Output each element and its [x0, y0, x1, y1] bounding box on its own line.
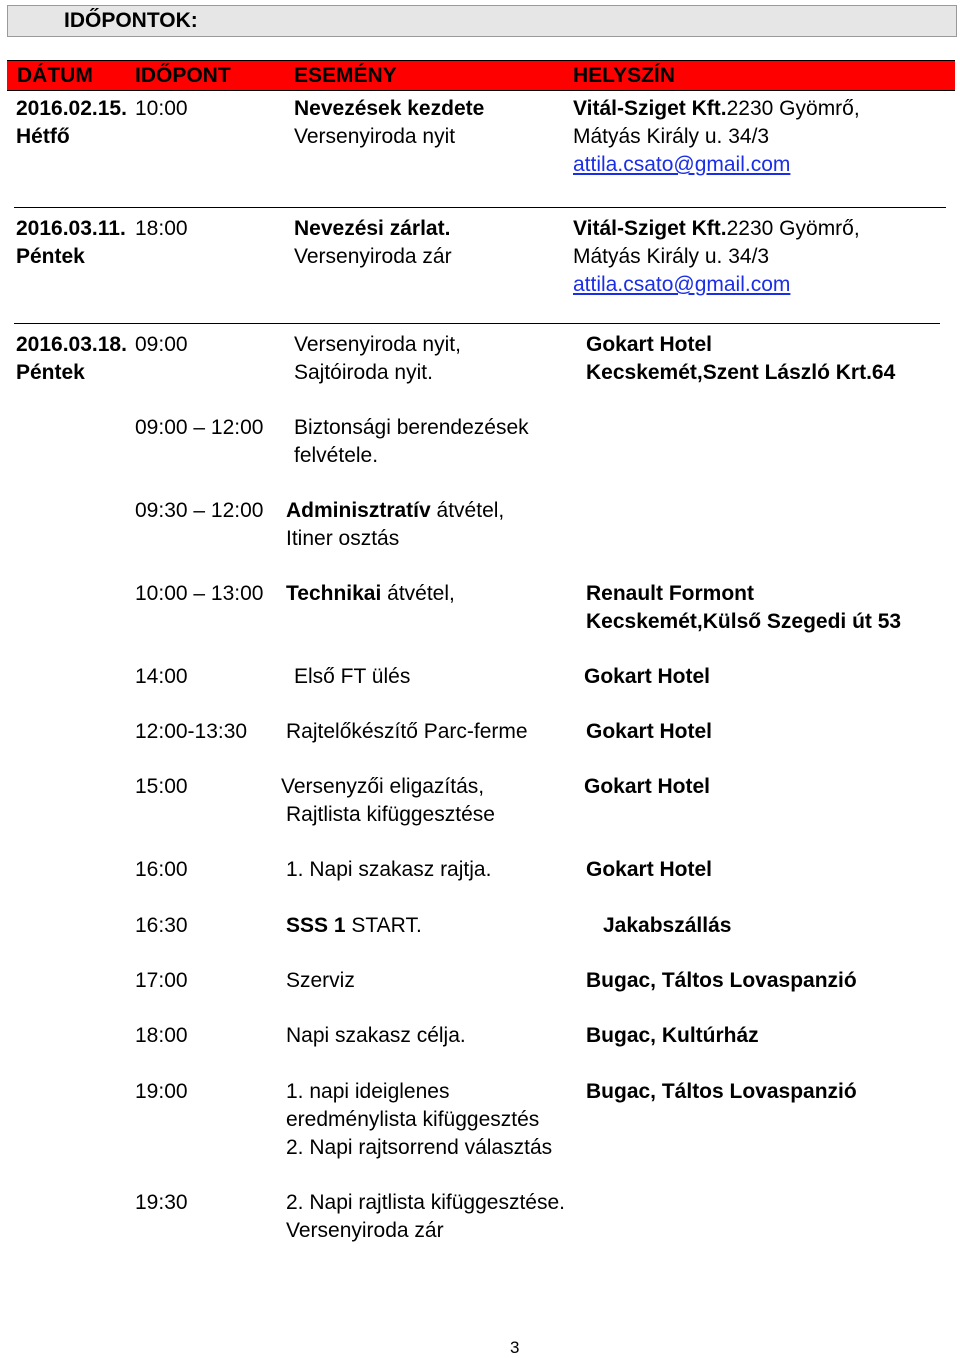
schedule-location: Gokart Hotel [586, 720, 713, 743]
schedule-event: Versenyzői eligazítás, [281, 775, 485, 798]
schedule-event: Szerviz [286, 969, 355, 992]
schedule-event: Biztonsági berendezések [294, 416, 529, 439]
location-city: 2230 Gyömrő, [726, 217, 860, 240]
schedule-event [286, 912, 422, 940]
schedule-event-rest: START. [345, 914, 422, 937]
schedule-event: 1. napi ideiglenes [286, 1080, 450, 1103]
block-time: 09:00 [135, 333, 188, 356]
block-event-2: Versenyiroda nyit [294, 125, 456, 148]
schedule-event-2: Versenyiroda zár [286, 1219, 444, 1242]
schedule-event [286, 497, 504, 525]
block-day: Hétfő [16, 125, 70, 148]
email-link[interactable]: attila.csato@gmail.com [573, 273, 791, 296]
block-event-1: Nevezési zárlat. [294, 217, 451, 240]
block-location-2: Kecskemét,Szent László Krt.64 [586, 361, 896, 384]
header-date: DÁTUM [17, 64, 93, 87]
block-event-2: Versenyiroda zár [294, 245, 452, 268]
schedule-event-bold: Technikai [286, 582, 382, 605]
schedule-event-2: eredménylista kifüggesztés [286, 1108, 540, 1131]
schedule-time: 16:00 [135, 858, 188, 881]
schedule-time: 09:00 – 12:00 [135, 416, 264, 439]
schedule-location: Gokart Hotel [584, 775, 711, 798]
schedule-event-bold: Adminisztratív [286, 499, 431, 522]
divider [14, 323, 940, 324]
schedule-location: Bugac, Táltos Lovaspanzió [586, 969, 857, 992]
schedule-event [286, 580, 455, 608]
block-time: 18:00 [135, 217, 188, 240]
section-title: IDŐPONTOK: [64, 9, 198, 32]
header-time: IDŐPONT [135, 64, 231, 87]
schedule-event-3: 2. Napi rajtsorrend választás [286, 1136, 553, 1159]
header-location: HELYSZÍN [573, 64, 675, 87]
schedule-time: 09:30 – 12:00 [135, 499, 264, 522]
divider [14, 207, 946, 208]
schedule-location-2: Kecskemét,Külső Szegedi út 53 [586, 610, 902, 633]
schedule-time: 19:00 [135, 1080, 188, 1103]
page-number: 3 [510, 1338, 520, 1357]
schedule-time: 19:30 [135, 1191, 188, 1214]
schedule-time: 12:00-13:30 [135, 720, 248, 743]
block-location-2: Mátyás Király u. 34/3 [573, 125, 770, 148]
block-day: Péntek [16, 361, 85, 384]
location-company: Vitál-Sziget Kft. [573, 217, 727, 240]
schedule-event: 2. Napi rajtlista kifüggesztése. [286, 1191, 565, 1214]
block-event-1: Versenyiroda nyit, [294, 333, 461, 356]
schedule-event-2: felvétele. [294, 444, 379, 467]
schedule-location: Bugac, Táltos Lovaspanzió [586, 1080, 857, 1103]
block-date: 2016.02.15. [16, 97, 127, 120]
block-event-1: Nevezések kezdete [294, 97, 485, 120]
schedule-time: 14:00 [135, 665, 188, 688]
schedule-event: Első FT ülés [294, 665, 411, 688]
schedule-event-rest: átvétel, [430, 499, 505, 522]
location-city: 2230 Gyömrő, [726, 97, 860, 120]
email-link[interactable]: attila.csato@gmail.com [573, 153, 791, 176]
block-date: 2016.03.18. [16, 333, 127, 356]
schedule-event: Napi szakasz célja. [286, 1024, 466, 1047]
block-day: Péntek [16, 245, 85, 268]
schedule-event-bold: SSS 1 [286, 914, 346, 937]
schedule-location: Renault Formont [586, 582, 754, 605]
block-event-2: Sajtóiroda nyit. [294, 361, 433, 384]
schedule-location: Bugac, Kultúrház [586, 1024, 759, 1047]
schedule-location: Gokart Hotel [586, 858, 713, 881]
schedule-time: 18:00 [135, 1024, 188, 1047]
schedule-event: 1. Napi szakasz rajtja. [286, 858, 492, 881]
schedule-location: Gokart Hotel [584, 665, 711, 688]
schedule-time: 10:00 – 13:00 [135, 582, 264, 605]
schedule-time: 15:00 [135, 775, 188, 798]
location-company: Vitál-Sziget Kft. [573, 97, 727, 120]
schedule-event-2: Rajtlista kifüggesztése [286, 803, 495, 826]
schedule-time: 16:30 [135, 914, 188, 937]
block-location [573, 215, 860, 243]
block-location [573, 95, 860, 123]
schedule-location: Jakabszállás [603, 914, 732, 937]
schedule-event: Rajtelőkészítő Parc-ferme [286, 720, 528, 743]
header-event: ESEMÉNY [294, 64, 397, 87]
table-header [7, 60, 955, 91]
schedule-event-rest: átvétel, [381, 582, 455, 605]
schedule-time: 17:00 [135, 969, 188, 992]
block-location-2: Mátyás Király u. 34/3 [573, 245, 770, 268]
block-location: Gokart Hotel [586, 333, 713, 356]
section-title-box [7, 5, 957, 37]
block-time: 10:00 [135, 97, 188, 120]
block-date: 2016.03.11. [16, 217, 126, 240]
schedule-event-2: Itiner osztás [286, 527, 400, 550]
